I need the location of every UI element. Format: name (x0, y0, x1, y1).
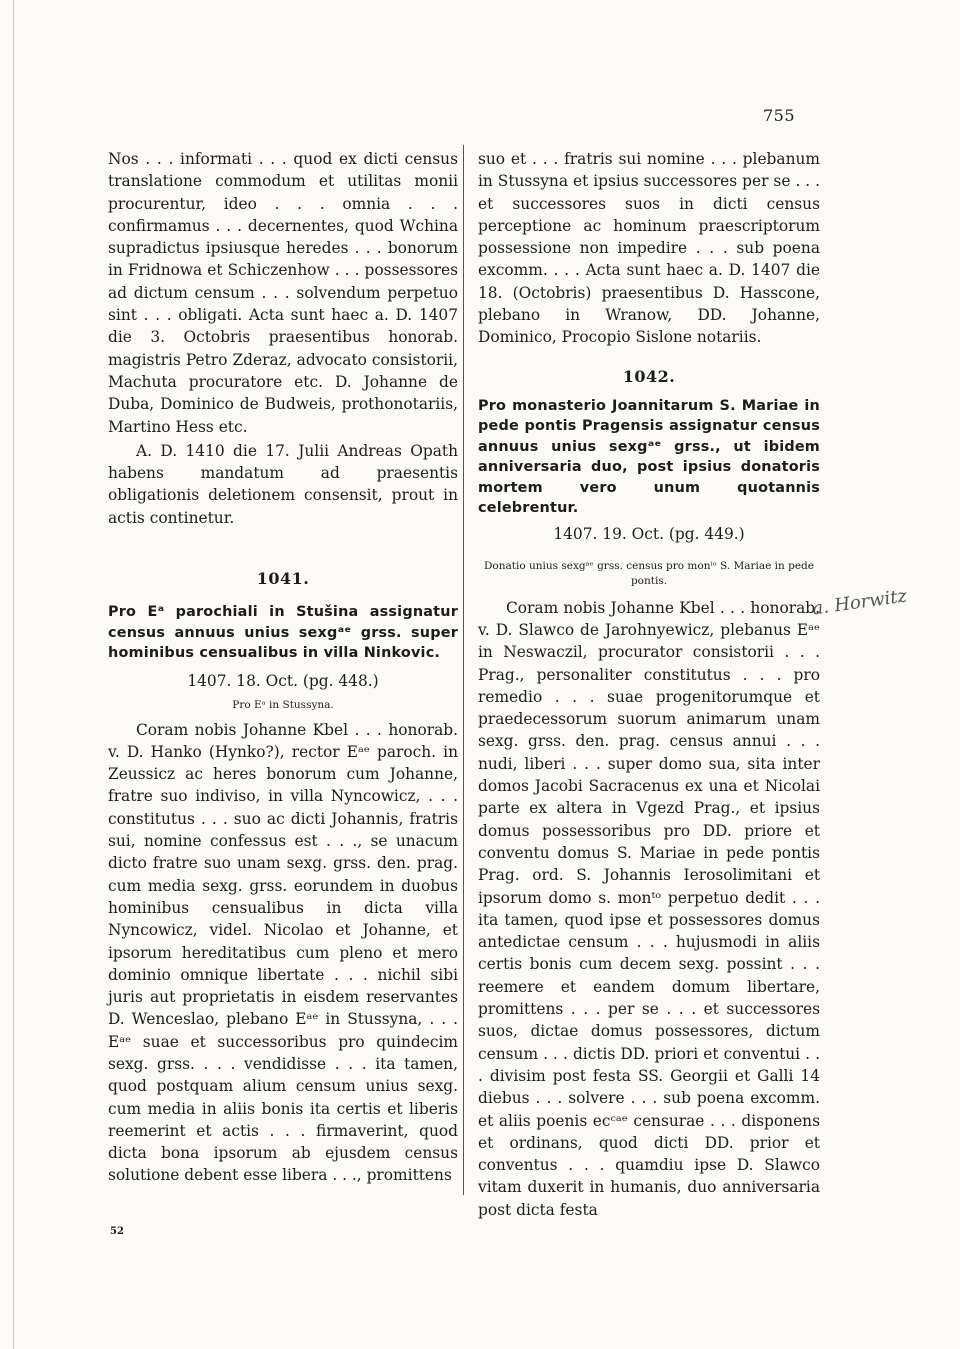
document-marginal-note: Donatio unius sexgᵃᵉ grss. census pro monⁱᵒ S. Mariae in pede pontis. (484, 559, 814, 587)
handwritten-annotation: a. Horwitz (811, 585, 909, 620)
document-text: Coram nobis Johanne Kbel . . . honorab. v. D. Hanko (Hynko?), rector Eᵃᵉ paroch. in Zeussicz ac heres bonorum cum Johanne, fratre suo indiviso, in villa Nyncowicz, . . . constitutus . . . suo ac dicti Johannis, fratris sui, nomine confessus est . . ., se unacum dicto fratre suo unam sexg. grss. den. prag. cum media sexg. grss. eorundem in duobus hominibus censualibus in dicta villa Nyncowicz, videl. Nicolao et Johanne, et ipsorum hereditatibus cum pleno et mero dominio omnique libertate . . . nichil sibi juris aut proprietatis in eisdem reservantes D. Wenceslao, plebano Eᵃᵉ in Stussyna, . . . Eᵃᵉ suae et successoribus pro quindecim sexg. grss. . . . vendidisse . . . ita tamen, quod postquam alium censum unius sexg. cum media in aliis bonis ita certis et liberis reemerint et actis . . . firmaverint, quod dicta bona ipsorum ab ejusdem census solutione debent esse libera . . ., promittens (108, 720, 458, 1185)
column-divider (463, 145, 464, 1195)
document-date: 1407. 18. Oct. (pg. 448.) (187, 671, 379, 690)
document-date: 1407. 19. Oct. (pg. 449.) (553, 524, 745, 543)
binding-edge (13, 0, 14, 1349)
page-number: 755 (763, 106, 796, 125)
signature-mark: 52 (110, 1226, 124, 1237)
document-number: 1042. (622, 366, 676, 386)
paragraph-continuation: Nos . . . informati . . . quod ex dicti census translatione commodum et utilitas monii procurentur, ideo . . . omnia . . . confirmamus . . . decernentes, quod Wchina supradictus ipsiusque heredes . . . bonorum in Fridnowa et Schiczenhow . . . possessores ad dictum censum . . . solvendum perpetuo sint . . . obligati. Acta sunt haec a. D. 1407 die 3. Octobris praesentibus honorab. magistris Petro Zderaz, advocato consistorii, Machuta procuratore etc. D. Johanne de Duba, Dominico de Budweis, prothonotariis, Martino Hess etc. (108, 150, 458, 436)
document-text: Coram nobis Johanne Kbel . . . honorab. v. D. Slawco de Jarohnyewicz, plebanus Eᵃᵉ in Neswaczil, procurator consistorii . . . Prag., personaliter constitutus . . . pro remedio . . . suae progenitorumque et praedecessorum suorum animarum unam sexg. grss. den. prag. census annui . . . nudi, liberi . . . super domo sua, sita inter domos Jacobi Sacracenus ex una et Nicolai parte ex altera in Vgezd Prag., et ipsius domus possessoribus pro DD. priore et conventu domus S. Mariae in pede pontis Prag. ord. S. Johannis Ierosolimitani et ipsorum domo s. monᵗᵒ perpetuo dedit . . . ita tamen, quod ipse et possessores domus antedictae censum . . . hujusmodi in aliis certis bonis cum decem sexg. possint . . . reemere et eandem domum libertare, promittens . . . per se . . . et successores suos, dictae domus possessores, dictum censum . . . dictis DD. priori et conventui . . . divisim post festa SS. Georgii et Galli 14 diebus . . . solvere . . . sub poena excomm. et aliis poenis ecᶜᵃᵉ censurae . . . disponens et ordinans, quod dicti DD. prior et conventus . . . quamdiu ipse D. Slawco vitam duxerit in humanis, duo anniversaria post dicta festa (478, 598, 820, 1219)
document-marginal-note: Pro Eᵃ in Stussyna. (232, 698, 334, 711)
paragraph-continuation: suo et . . . fratris sui nomine . . . plebanum in Stussyna et ipsius successores per se . . . et successores suos in dicti census perceptione ac hominum praescriptorum possessione non impedire . . . sub poena excomm. . . . Acta sunt haec a. D. 1407 die 18. (Octobris) praesentibus D. Hasscone, plebano in Wranow, DD. Johanne, Dominico, Procopio Sislone notariis. (478, 150, 820, 347)
document-number: 1041. (256, 569, 310, 589)
right-column (478, 148, 820, 1221)
paragraph-deletion-note: A. D. 1410 die 17. Julii Andreas Opath habens mandatum ad praesentis obligationis deletionem consensit, prout in actis continetur. (108, 441, 458, 527)
left-column (108, 148, 458, 1187)
document-title: Pro Eᵃ parochiali in Stušina assignatur census annuus unius sexgᵃᵉ grss. super hominibus censualibus in villa Ninkovic. (108, 604, 458, 662)
document-title: Pro monasterio Joannitarum S. Mariae in pede pontis Pragensis assignatur census annuus unius sexgᵃᵉ grss., ut ibidem anniversaria duo, post ipsius donatoris mortem vero unum quotannis celebrentur. (478, 397, 820, 517)
